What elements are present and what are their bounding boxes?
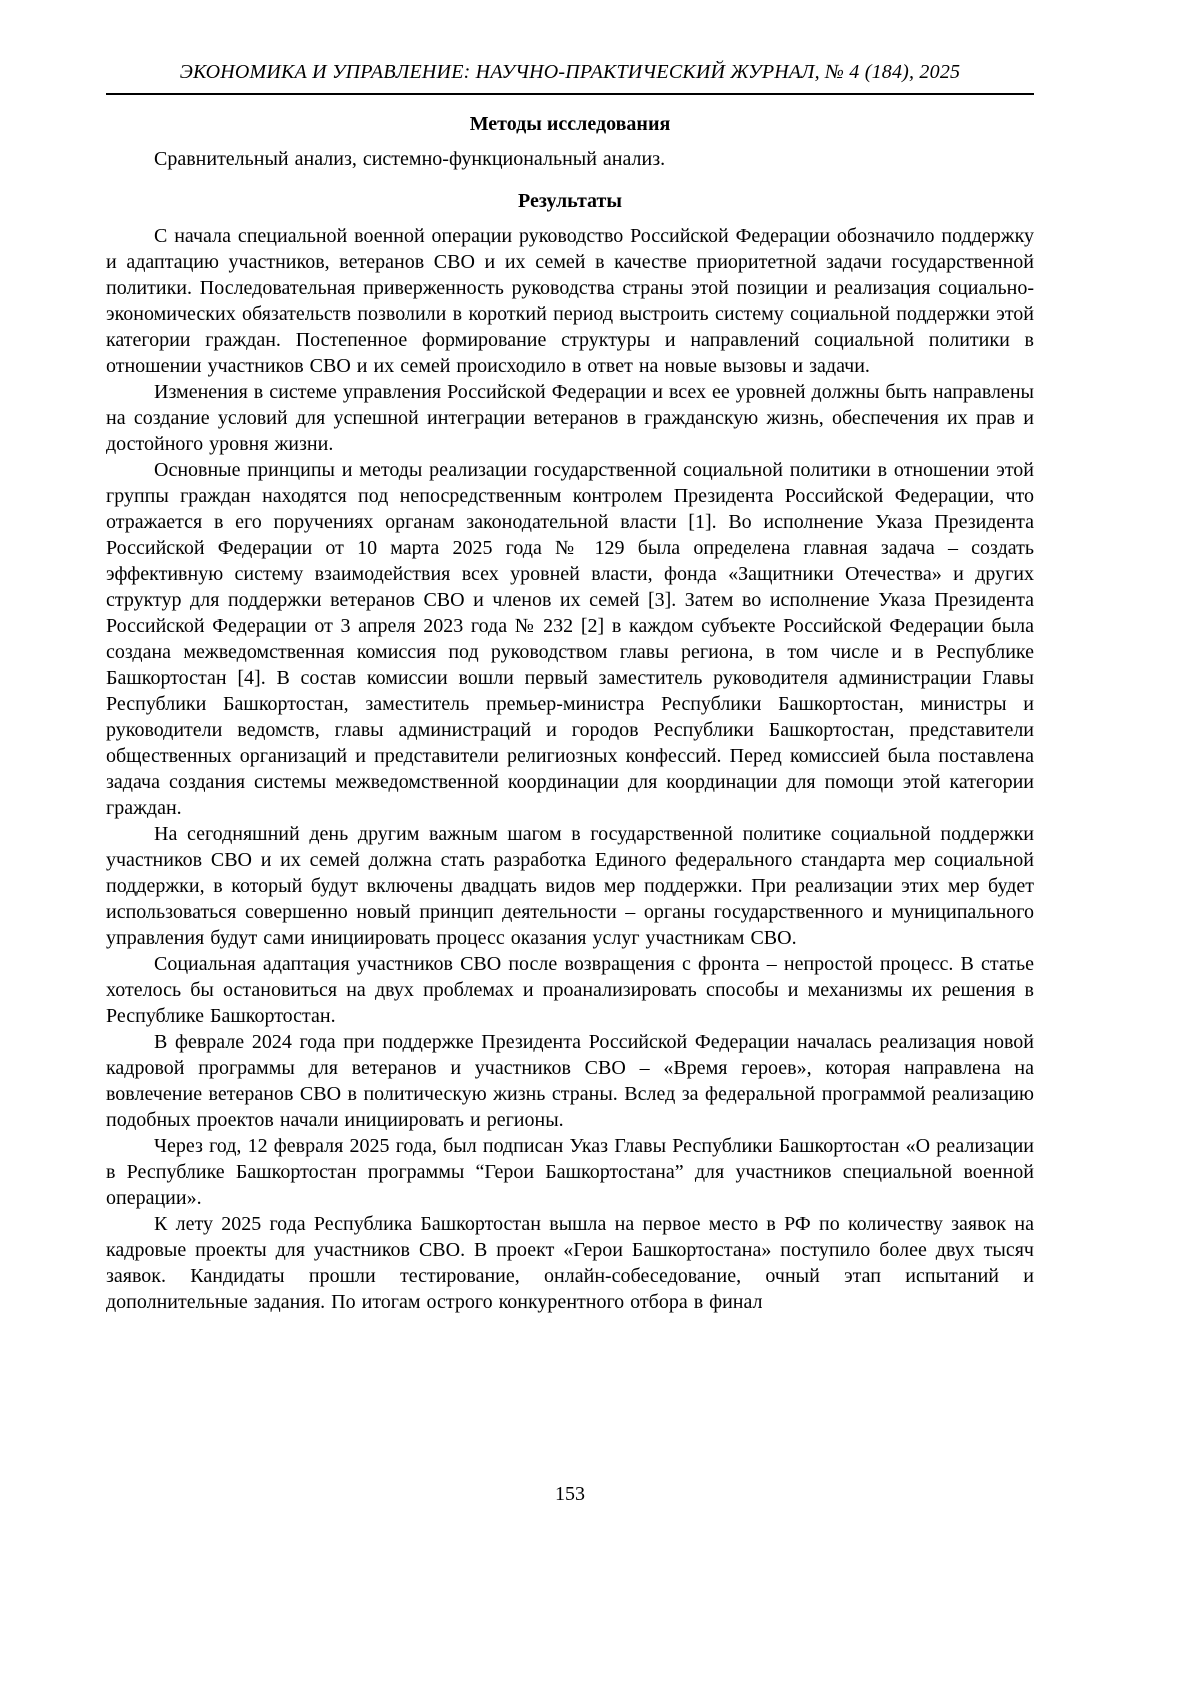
- paragraph: На сегодняшний день другим важным шагом в государственной политике социальной поддержки участников СВО и их семей должна стать разработка Единого федерального стандарта мер социальной поддержки, в который будут включены двадцать видов мер поддержки. При реализации этих мер будет использоваться совершенно новый принцип деятельности – органы государственного и муниципального управления будут сами инициировать процесс оказания услуг участникам СВО.: [106, 823, 1034, 949]
- section-heading-methods: Методы исследования: [469, 113, 671, 135]
- page-number: 153: [555, 1483, 585, 1505]
- paragraph: Изменения в системе управления Российской Федерации и всех ее уровней должны быть направлены на создание условий для успешной интеграции ветеранов в гражданскую жизнь, обеспечения их прав и достойного уровня жизни.: [106, 381, 1034, 455]
- paragraph: Основные принципы и методы реализации государственной социальной политики в отношении этой группы граждан находятся под непосредственным контролем Президента Российской Федерации, что отражается в его поручениях органам законодательной власти [1]. Во исполнение Указа Президента Российской Федерации от 10 марта 2025 года № 129 была определена главная задача – создать эффективную систему взаимодействия всех уровней власти, фонда «Защитники Отечества» и других структур для поддержки ветеранов СВО и членов их семей [3]. Затем во исполнение Указа Президента Российской Федерации от 3 апреля 2023 года № 232 [2] в каждом субъекте Российской Федерации была создана межведомственная комиссия под руководством главы региона, в том числе и в Республике Башкортостан [4]. В состав комиссии вошли первый заместитель руководителя администрации Главы Республики Башкортостан, заместитель премьер-министра Республики Башкортостан, министры и руководители ведомств, главы администраций и городов Республики Башкортостан, представители общественных организаций и представители религиозных конфессий. Перед комиссией была поставлена задача создания системы межведомственной координации для координации для помощи этой категории граждан.: [106, 459, 1034, 819]
- page-footer: [106, 1482, 1034, 1506]
- paragraph: Через год, 12 февраля 2025 года, был подписан Указ Главы Республики Башкортостан «О реализации в Республике Башкортостан программы “Герои Башкортостана” для участников специальной военной операции».: [106, 1135, 1034, 1209]
- paragraph: С начала специальной военной операции руководство Российской Федерации обозначило поддержку и адаптацию участников, ветеранов СВО и их семей в качестве приоритетной задачи государственной политики. Последовательная приверженность руководства страны этой позиции и реализация социально-экономических обязательств позволили в короткий период выстроить систему социальной поддержки этой категории граждан. Постепенное формирование структуры и направлений социальной политики в отношении участников СВО и их семей происходило в ответ на новые вызовы и задачи.: [106, 225, 1034, 377]
- paragraph: К лету 2025 года Республика Башкортостан вышла на первое место в РФ по количеству заявок на кадровые проекты для участников СВО. В проект «Герои Башкортостана» поступило более двух тысяч заявок. Кандидаты прошли тестирование, онлайн-собеседование, очный этап испытаний и дополнительные задания. По итогам острого конкурентного отбора в финал: [106, 1213, 1034, 1313]
- journal-running-title: ЭКОНОМИКА И УПРАВЛЕНИЕ: НАУЧНО-ПРАКТИЧЕСКИЙ ЖУРНАЛ, № 4 (184), 2025: [106, 60, 1034, 95]
- paragraph-methods: Сравнительный анализ, системно-функциональный анализ.: [154, 148, 666, 170]
- section-heading-results: Результаты: [518, 190, 622, 212]
- article-body: [106, 111, 1034, 1315]
- page-header: [106, 60, 1034, 95]
- paragraph: В феврале 2024 года при поддержке Президента Российской Федерации началась реализация новой кадровой программы для ветеранов и участников СВО – «Время героев», которая направлена на вовлечение ветеранов СВО в политическую жизнь страны. Вслед за федеральной программой реализацию подобных проектов начали инициировать и регионы.: [106, 1031, 1034, 1131]
- paragraph: Социальная адаптация участников СВО после возвращения с фронта – непростой процесс. В статье хотелось бы остановиться на двух проблемах и проанализировать способы и механизмы их решения в Республике Башкортостан.: [106, 953, 1034, 1027]
